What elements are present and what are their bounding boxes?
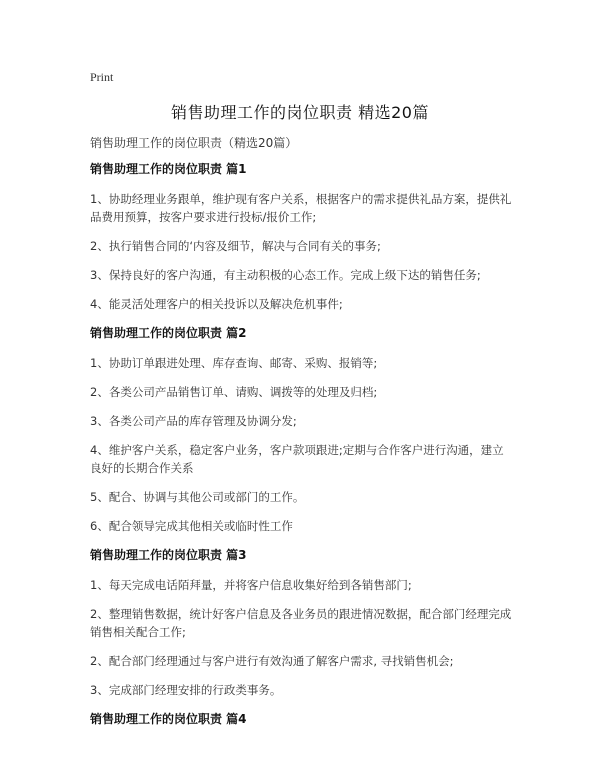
section-heading: 销售助理工作的岗位职责 篇2 [90, 326, 247, 340]
section-1 [90, 160, 515, 313]
section-heading: 销售助理工作的岗位职责 篇3 [90, 548, 247, 562]
list-item: 3、完成部门经理安排的行政类事务。 [90, 683, 282, 697]
list-item: 1、每天完成电话陌拜量，并将客户信息收集好给到各销售部门; [90, 578, 412, 592]
page-title: 销售助理工作的岗位职责 精选20篇 [171, 103, 429, 122]
section-heading: 销售助理工作的岗位职责 篇4 [90, 712, 247, 726]
list-item: 1、协助经理业务跟单，维护现有客户关系，根据客户的需求提供礼品方案，提供礼品费用预算，按客户要求进行投标/报价工作; [90, 192, 512, 224]
list-item: 1、协助订单跟进处理、库存查询、邮寄、采购、报销等; [90, 356, 378, 370]
list-item: 2、配合部门经理通过与客户进行有效沟通了解客户需求, 寻找销售机会; [90, 654, 454, 668]
list-item: 2、执行销售合同的‘内容及细节，解决与合同有关的事务; [90, 239, 381, 253]
list-item: 4、维护客户关系，稳定客户业务，客户款项跟进;定期与合作客户进行沟通，建立良好的长期合作关系 [90, 443, 504, 475]
section-heading: 销售助理工作的岗位职责 篇1 [90, 162, 247, 176]
section-2 [90, 324, 515, 535]
list-item: 4、能灵活处理客户的相关投诉以及解决危机事件; [90, 297, 343, 311]
list-item: 6、配合领导完成其他相关或临时性工作 [90, 519, 293, 533]
list-item: 2、整理销售数据，统计好客户信息及各业务员的跟进情况数据，配合部门经理完成销售相关配合工作; [90, 607, 512, 639]
list-item: 3、保持良好的客户沟通，有主动积极的心态工作。完成上级下达的销售任务; [90, 268, 481, 282]
list-item: 3、各类公司产品的库存管理及协调分发; [90, 414, 297, 428]
document-subtitle: 销售助理工作的岗位职责（精选20篇） [90, 136, 298, 150]
section-3 [90, 546, 515, 699]
list-item: 2、各类公司产品销售订单、请购、调拨等的处理及归档; [90, 385, 378, 399]
list-item: 5、配合、协调与其他公司或部门的工作。 [90, 490, 305, 504]
print-label: Print [90, 70, 114, 84]
document-body [90, 160, 515, 740]
section-4 [90, 710, 515, 728]
